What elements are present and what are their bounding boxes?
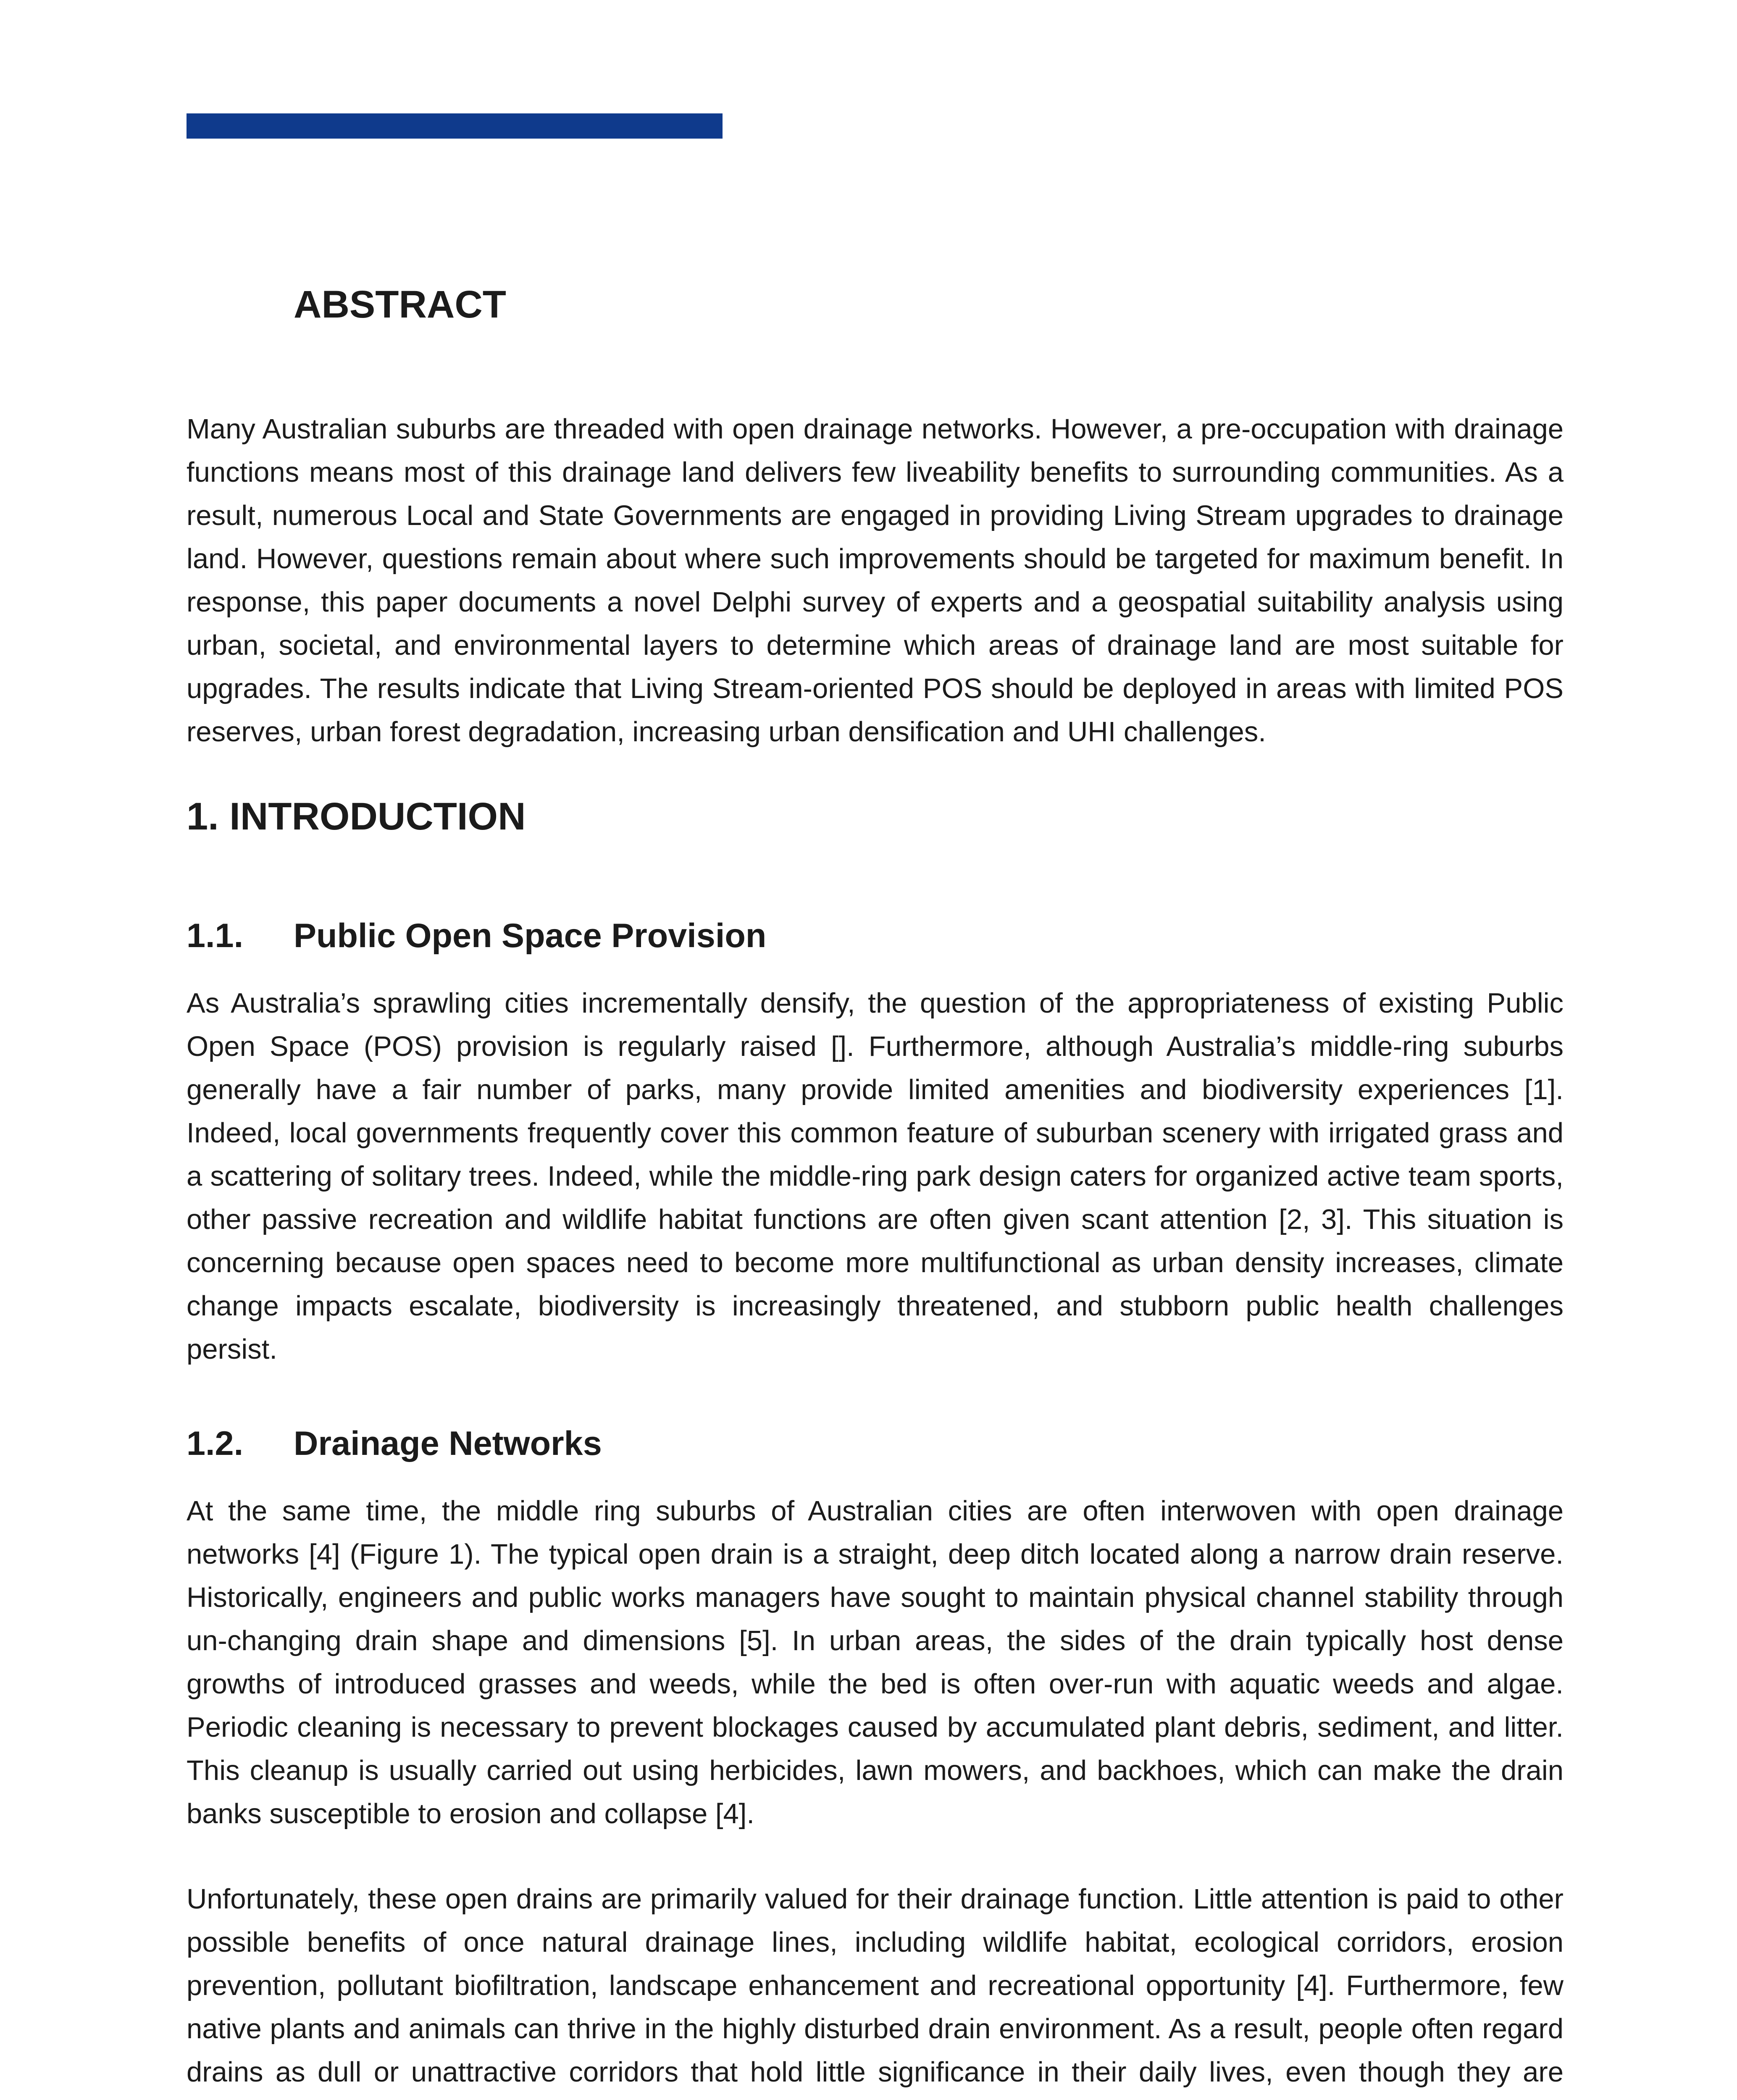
section-title: Drainage Networks [294,1424,602,1462]
introduction-heading: 1. INTRODUCTION [187,795,526,838]
section-title: Public Open Space Provision [294,916,767,955]
section-heading [187,1423,1564,1464]
section-number: 1.1. [187,916,244,955]
section-public-open-space [187,916,1564,1371]
section-heading [187,916,1564,956]
section-number: 1.2. [187,1424,244,1462]
header-accent-bar [187,113,723,139]
section-drainage-networks [187,1423,1564,2100]
main-content [187,281,1564,2100]
body-paragraph: At the same time, the middle ring suburbs of Australian cities are often interwoven with open drainage networks [4] (Figure 1). The typical open drain is a straight, deep ditch located along a narrow drain reserve. Historically, engineers and public works managers have sought to maintain physical channel stability through un-changing drain shape and dimensions [5]. In urban areas, the sides of the drain typically host dense growths of introduced grasses and weeds, while the bed is often over-run with aquatic weeds and algae. Periodic cleaning is necessary to prevent blockages caused by accumulated plant debris, sediment, and litter. This cleanup is usually carried out using herbicides, lawn mowers, and backhoes, which can make the drain banks susceptible to erosion and collapse [4]. [187,1495,1564,1830]
body-paragraph: Unfortunately, these open drains are primarily valued for their drainage function. Little attention is paid to other possible benefits of once natural drainage lines, including wildlife habitat, ecological corridors, erosion prevention, pollutant biofiltration, landscape enhancement and recreational opportunity [4]. Furthermore, few native plants and animals can thrive in the highly disturbed drain environment. As a result, people often regard drains as dull or unattractive corridors that hold little significance in their daily lives, even though they are [187,1883,1564,2088]
abstract-paragraph: Many Australian suburbs are threaded with open drainage networks. However, a pre-occupation with drainage functions means most of this drainage land delivers few liveability benefits to surrounding communities. As a result, numerous Local and State Governments are engaged in providing Living Stream upgrades to drainage land. However, questions remain about where such improvements should be targeted for maximum benefit. In response, this paper documents a novel Delphi survey of experts and a geospatial suitability analysis using urban, societal, and environmental layers to determine which areas of drainage land are most suitable for upgrades. The results indicate that Living Stream-oriented POS should be deployed in areas with limited POS reserves, urban forest degradation, increasing urban densification and UHI challenges. [187,413,1564,748]
body-paragraph: As Australia’s sprawling cities incrementally densify, the question of the appropriateness of existing Public Open Space (POS) provision is regularly raised []. Furthermore, although Australia’s middle-ring suburbs generally have a fair number of parks, many provide limited amenities and biodiversity experiences [1]. Indeed, local governments frequently cover this common feature of suburban scenery with irrigated grass and a scattering of solitary trees. Indeed, while the middle-ring park design caters for organized active team sports, other passive recreation and wildlife habitat functions are often given scant attention [2, 3]. This situation is concerning because open spaces need to become more multifunctional as urban density increases, climate change impacts escalate, biodiversity is increasingly threatened, and stubborn public health challenges persist. [187,987,1564,1365]
abstract-title: ABSTRACT [294,283,506,326]
